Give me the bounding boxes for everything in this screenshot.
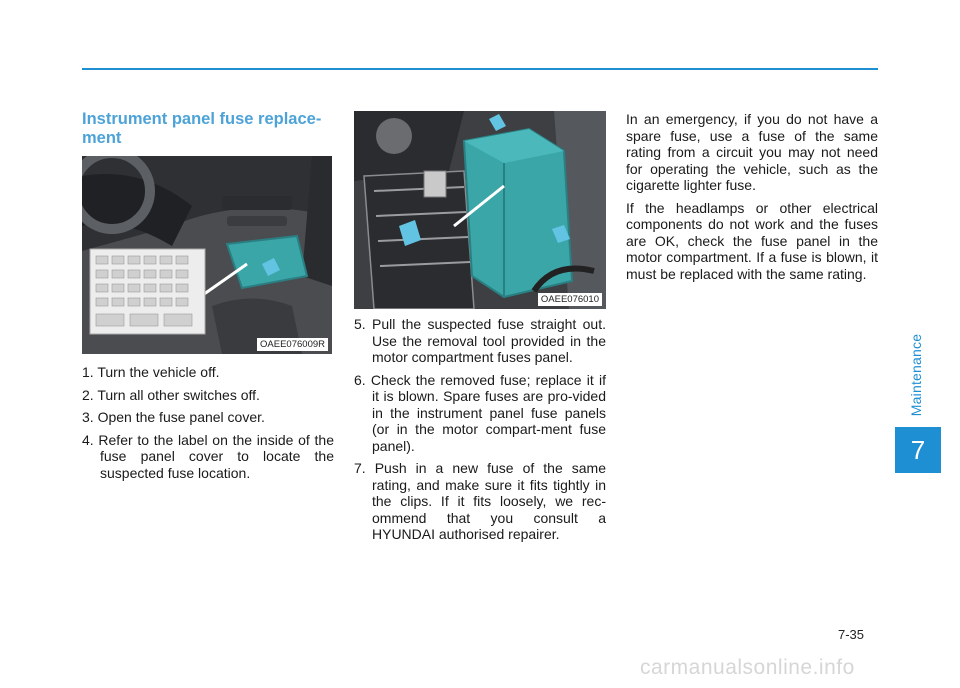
step-item: 7. Push in a new fuse of the same rating, and make sure it fits tightly in the clips. If it fits loosely, we rec-ommend that you consult a HYUNDAI authorised repairer. — [354, 460, 606, 542]
right-column — [626, 111, 878, 288]
chapter-number-tab[interactable]: 7 — [895, 427, 941, 473]
motor-compartment-photo — [354, 111, 606, 309]
section-heading: Instrument panel fuse replace-ment — [82, 110, 322, 147]
steps-list-left — [82, 364, 334, 481]
paragraph: If the headlamps or other electrical components do not work and the fuses are OK, check the fuse panel in the motor compartment. If a fuse is blown, it must be replaced with the same rating. — [626, 199, 878, 282]
instrument-panel-photo — [82, 156, 332, 354]
watermark[interactable]: carmanualsonline.info — [640, 656, 855, 679]
left-column — [82, 364, 334, 487]
figure-code: OAEE076009R — [257, 338, 328, 351]
step-item: 5. Pull the suspected fuse straight out. Use the removal tool provided in the motor compartment fuses panel. — [354, 316, 606, 365]
step-item: 3. Open the fuse panel cover. — [82, 409, 265, 425]
figure-code: OAEE076010 — [538, 293, 602, 306]
figure-motor-compartment — [354, 111, 606, 309]
chapter-label-text: Maintenance — [908, 333, 924, 417]
middle-column — [354, 316, 606, 549]
step-item: 2. Turn all other switches off. — [82, 386, 260, 403]
step-item: 6. Check the removed fuse; replace it if it is blown. Spare fuses are pro-vided in the instrument panel fuse panels (or in the motor compart-ment fuse panel). — [354, 371, 606, 454]
paragraph: In an emergency, if you do not have a spare fuse, use a fuse of the same rating from a circuit you may not need for operating the vehicle, such as the cigarette lighter fuse. — [626, 111, 878, 193]
steps-list-middle — [354, 316, 606, 543]
top-rule — [82, 68, 878, 70]
page-number: 7-35 — [838, 627, 865, 642]
figure-instrument-panel — [82, 156, 332, 354]
step-item: 1. Turn the vehicle off. — [82, 364, 220, 380]
step-item: 4. Refer to the label on the inside of the fuse panel cover to locate the suspected fuse location. — [82, 431, 334, 481]
